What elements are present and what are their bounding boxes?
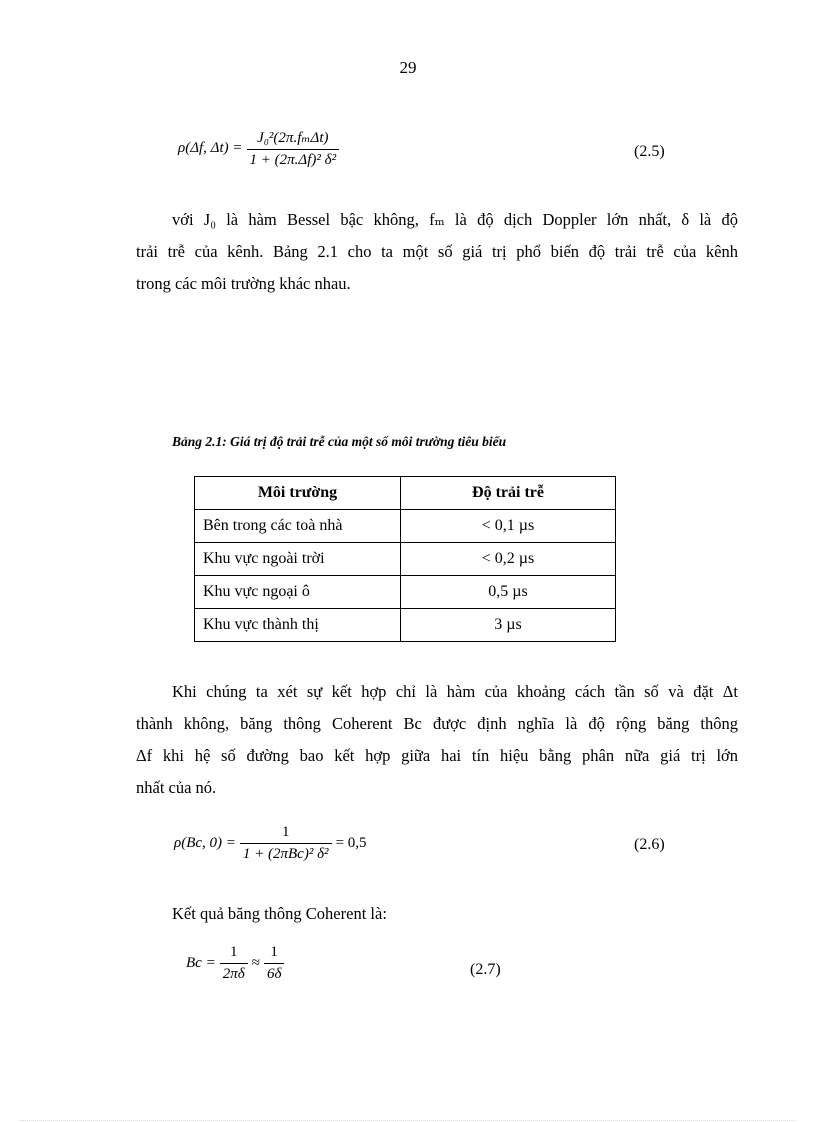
fraction-numerator: 1 [229,944,238,960]
fraction-denominator: 1 + (2πBc)² δ² [240,843,332,863]
table-cell-environment: Khu vực ngoài trời [195,543,401,576]
equation-number-2-6: (2.6) [634,836,665,853]
table-cell-delay: < 0,1 µs [401,510,616,543]
table-cell-environment: Khu vực ngoại ô [195,576,401,609]
paragraph-result [136,898,738,930]
equation-fraction [240,824,332,863]
equation-2-7 [186,944,288,983]
equation-lhs: Bc = [186,955,216,971]
paragraph-line: Khi chúng ta xét sự kết hợp chỉ là hàm của khoảng cách tần số và đặt Δt [172,682,738,701]
table-cell-environment: Khu vực thành thị [195,609,401,642]
table-row [195,609,616,642]
paragraph-line: thành không, băng thông Coherent Bc được định nghĩa là độ rộng băng thông [136,714,738,733]
equation-fraction [264,944,284,983]
fraction-denominator: 6δ [264,963,284,983]
paragraph-line: với J₀ là hàm Bessel bậc không, fₘ là độ dịch Doppler lớn nhất, δ là độ [172,210,738,229]
equation-fraction [247,128,340,169]
equation-2-6 [174,824,367,863]
table-header-delay-spread: Độ trải trễ [401,477,616,510]
table-caption: Bảng 2.1: Giá trị độ trải trễ của một số môi trường tiêu biểu [172,434,507,449]
paragraph-line: nhất của nó. [136,778,217,797]
page-number: 29 [399,58,417,77]
equation-2-5 [178,128,343,169]
equation-lhs: ρ(Bc, 0) = [174,835,236,851]
paragraph-coherent-definition [136,676,738,804]
table-row [195,576,616,609]
fraction-numerator: 1 [270,944,278,960]
table-cell-delay: 3 µs [401,609,616,642]
equation-lhs: ρ(Δf, Δt) = [178,140,243,156]
approx-symbol: ≈ [251,955,260,971]
table-row [195,510,616,543]
equation-number-2-5: (2.5) [634,143,665,160]
table-cell-delay: < 0,2 µs [401,543,616,576]
page-bottom-divider [20,1120,796,1121]
equation-rhs: = 0,5 [335,835,367,851]
paragraph-line: trải trễ của kênh. Bảng 2.1 cho ta một số giá trị phổ biến độ trải trễ của kênh [136,242,738,261]
equation-number-2-7: (2.7) [470,961,501,978]
paragraph-line: Kết quả băng thông Coherent là: [172,904,387,923]
delay-spread-table [194,476,616,642]
table-header-environment: Môi trường [195,477,401,510]
fraction-numerator: 1 [281,824,290,840]
paragraph-line: trong các môi trường khác nhau. [136,274,351,293]
paragraph-bessel [136,204,738,300]
table-cell-delay: 0,5 µs [401,576,616,609]
fraction-denominator: 2πδ [220,963,248,983]
paragraph-line: Δf khi hệ số đường bao kết hợp giữa hai tín hiệu bằng phân nữa giá trị lớn [136,746,738,765]
equation-fraction [220,944,248,983]
table-cell-environment: Bên trong các toà nhà [195,510,401,543]
fraction-numerator: J₀²(2π.fₘΔt) [257,130,329,146]
table-header-row [195,477,616,510]
table-row [195,543,616,576]
fraction-denominator: 1 + (2π.Δf)² δ² [247,149,340,169]
